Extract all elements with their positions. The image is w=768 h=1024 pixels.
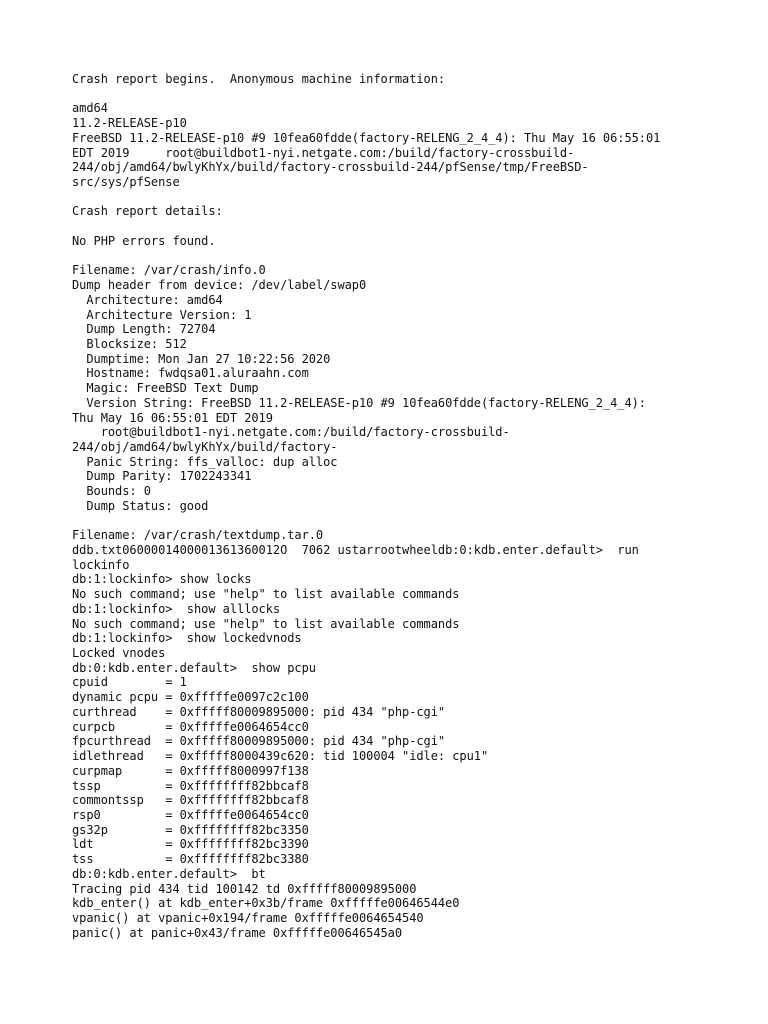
report-line: Tracing pid 434 tid 100142 td 0xfffff80009895000	[72, 881, 417, 896]
report-line: commontssp = 0xffffffff82bbcaf8	[72, 793, 309, 808]
report-line: No such command; use "help" to list available commands	[72, 616, 460, 631]
report-line: Locked vnodes	[72, 646, 166, 661]
report-line: Architecture: amd64	[72, 292, 223, 307]
report-line: EDT 2019 root@buildbot1-nyi.netgate.com:/build/factory-crossbuild-	[72, 145, 575, 160]
report-line: kdb_enter() at kdb_enter+0x3b/frame 0xfffffe00646544e0	[72, 896, 460, 911]
report-line	[72, 219, 752, 234]
report-line: FreeBSD 11.2-RELEASE-p10 #9 10fea60fdde(factory-RELENG_2_4_4): Thu May 16 06:55:01	[72, 130, 661, 145]
report-line: cpuid = 1	[72, 675, 187, 690]
report-line: Panic String: ffs_valloc: dup alloc	[72, 454, 338, 469]
report-line: 244/obj/amd64/bwlyKhYx/build/factory-crossbuild-244/pfSense/tmp/FreeBSD-	[72, 160, 589, 175]
report-line: db:0:kdb.enter.default> show pcpu	[72, 660, 316, 675]
report-line	[72, 190, 752, 205]
report-line: lockinfo	[72, 557, 130, 572]
report-line: Dump header from device: /dev/label/swap0	[72, 278, 367, 293]
report-line: Architecture Version: 1	[72, 307, 252, 322]
report-line: Crash report details:	[72, 204, 223, 219]
report-line: curthread = 0xfffff80009895000: pid 434 "php-cgi"	[72, 704, 446, 719]
report-line: Hostname: fwdqsa01.aluraahn.com	[72, 366, 309, 381]
report-line: vpanic() at vpanic+0x194/frame 0xfffffe0064654540	[72, 910, 424, 925]
report-line: Magic: FreeBSD Text Dump	[72, 381, 259, 396]
report-line: Dumptime: Mon Jan 27 10:22:56 2020	[72, 351, 331, 366]
report-line: Version String: FreeBSD 11.2-RELEASE-p10 #9 10fea60fdde(factory-RELENG_2_4_4):	[72, 395, 646, 410]
report-line: Filename: /var/crash/textdump.tar.0	[72, 528, 324, 543]
report-line: db:1:lockinfo> show alllocks	[72, 601, 281, 616]
report-line: Thu May 16 06:55:01 EDT 2019	[72, 410, 273, 425]
report-line: curpmap = 0xfffff8000997f138	[72, 763, 309, 778]
report-line: src/sys/pfSense	[72, 175, 180, 190]
report-line: dynamic pcpu = 0xfffffe0097c2c100	[72, 690, 309, 705]
report-line: idlethread = 0xfffff8000439c620: tid 100004 "idle: cpu1"	[72, 749, 489, 764]
report-line: rsp0 = 0xfffffe0064654cc0	[72, 807, 309, 822]
report-line: gs32p = 0xffffffff82bc3350	[72, 822, 309, 837]
report-line: db:1:lockinfo> show lockedvnods	[72, 631, 302, 646]
report-line: amd64	[72, 101, 108, 116]
report-line: root@buildbot1-nyi.netgate.com:/build/factory-crossbuild-	[72, 425, 510, 440]
report-line: Dump Parity: 1702243341	[72, 469, 252, 484]
report-line: Dump Status: good	[72, 498, 209, 513]
report-line: db:0:kdb.enter.default> bt	[72, 866, 266, 881]
report-line	[72, 514, 752, 529]
report-line: 244/obj/amd64/bwlyKhYx/build/factory-	[72, 439, 338, 454]
report-line: Crash report begins. Anonymous machine information:	[72, 72, 446, 86]
report-line: No such command; use "help" to list available commands	[72, 587, 460, 602]
report-line: ldt = 0xffffffff82bc3390	[72, 837, 309, 852]
report-line: db:1:lockinfo> show locks	[72, 572, 252, 587]
crash-report-document	[72, 72, 752, 940]
report-line: curpcb = 0xfffffe0064654cc0	[72, 719, 309, 734]
report-line: fpcurthread = 0xfffff80009895000: pid 434 "php-cgi"	[72, 734, 446, 749]
report-line: Blocksize: 512	[72, 336, 187, 351]
report-line: panic() at panic+0x43/frame 0xfffffe00646545a0	[72, 925, 403, 940]
report-line: ddb.txt0600001400001361360012O 7062 ustarrootwheeldb:0:kdb.enter.default> run	[72, 543, 639, 557]
report-line: Bounds: 0	[72, 484, 151, 499]
report-line: No PHP errors found.	[72, 233, 216, 248]
report-line: tss = 0xffffffff82bc3380	[72, 852, 309, 867]
report-line: tssp = 0xffffffff82bbcaf8	[72, 778, 309, 793]
report-line: Filename: /var/crash/info.0	[72, 263, 266, 278]
report-line: Dump Length: 72704	[72, 322, 216, 337]
report-line	[72, 249, 752, 264]
report-line: 11.2-RELEASE-p10	[72, 116, 187, 131]
report-line	[72, 87, 752, 102]
